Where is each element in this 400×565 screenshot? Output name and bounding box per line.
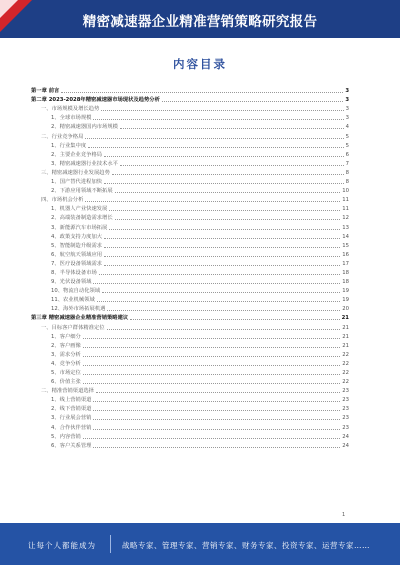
table-of-contents [31,86,349,450]
footer-slogan: 让每个人都能成为 [28,541,96,550]
toc-entry-title: 第三章 精密减速器企业精准营销策略建议 [31,315,129,322]
toc-entry-page: 12 [342,215,349,222]
toc-entry-title: 2、精密减速器国内市场规模 [51,124,118,131]
toc-entry-page: 15 [342,242,349,249]
toc-leader-dots [83,382,340,384]
toc-leader-dots [112,173,344,175]
toc-entry[interactable] [31,404,349,413]
toc-leader-dots [83,337,340,339]
toc-entry-title: 1、行业集中度 [51,142,87,149]
toc-entry[interactable] [31,141,349,150]
toc-entry[interactable] [31,386,349,395]
toc-entry[interactable] [31,432,349,441]
toc-entry-page: 3 [345,88,349,95]
toc-entry[interactable] [31,422,349,431]
toc-entry-page: 21 [341,315,349,322]
toc-entry-page: 20 [342,306,349,313]
toc-entry-page: 22 [342,379,349,386]
toc-leader-dots [85,137,343,139]
toc-entry-title: 6、航空航天领域应用 [51,251,103,258]
toc-leader-dots [104,237,340,239]
toc-entry-title: 4、合作伙伴营销 [51,424,92,431]
toc-leader-dots [109,209,340,211]
toc-leader-dots [83,364,340,366]
toc-entry-title: 5、智能制造升级需求 [51,242,103,249]
toc-entry-page: 4 [345,124,349,131]
toc-entry[interactable] [31,313,349,322]
toc-leader-dots [102,291,340,293]
toc-entry[interactable] [31,277,349,286]
toc-entry-title: 11、农业机械领域 [51,297,95,304]
toc-leader-dots [85,200,340,202]
toc-entry[interactable] [31,186,349,195]
toc-leader-dots [107,328,341,330]
toc-leader-dots [93,418,340,420]
toc-entry[interactable] [31,286,349,295]
toc-leader-dots [93,409,340,411]
toc-entry-page: 13 [342,224,349,231]
toc-entry-title: 6、价值主张 [51,379,81,386]
toc-entry[interactable] [31,304,349,313]
toc-entry[interactable] [31,168,349,177]
toc-entry-title: 4、政策支持力度加大 [51,233,103,240]
toc-entry-title: 二、行业竞争格局 [41,133,84,140]
toc-entry-title: 第二章 2023-2028年精密减速器市场现状及趋势分析 [31,97,160,104]
toc-entry[interactable] [31,113,349,122]
toc-entry-title: 5、市场定位 [51,370,81,376]
toc-entry-title: 4、竞争分析 [51,360,81,367]
toc-entry[interactable] [31,413,349,422]
toc-entry-title: 5、内容营销 [51,433,81,440]
toc-entry[interactable] [31,122,349,131]
toc-entry-title: 1、全球市场规模 [51,115,92,122]
toc-entry-page: 24 [342,433,349,440]
toc-entry-title: 12、海外市场拓展机遇 [51,306,106,313]
toc-entry-page: 3 [345,115,349,122]
toc-entry-page: 8 [345,169,349,176]
toc-entry-page: 3 [345,106,349,113]
footer-tagline: 战略专家、管理专家、营销专家、财务专家、投资专家、运营专家…… [122,541,370,550]
toc-entry[interactable] [31,395,349,404]
toc-entry-title: 三、精密减速器行业发展趋势 [41,169,110,176]
toc-entry-title: 3、行业展会营销 [51,415,92,422]
page-number: 1 [342,512,346,518]
toc-entry[interactable] [31,241,349,250]
toc-entry-title: 一、目标客户群体精准定位 [41,324,105,331]
toc-entry[interactable] [31,86,349,95]
toc-entry-page: 18 [342,279,349,286]
toc-entry[interactable] [31,341,349,350]
toc-entry[interactable] [31,104,349,113]
toc-entry-title: 一、市场规模及增长趋势 [41,106,100,113]
toc-entry-page: 11 [342,197,349,204]
toc-entry-page: 23 [342,415,349,422]
toc-leader-dots [120,127,344,129]
toc-entry-title: 2、高端装备制造需求增长 [51,215,113,222]
toc-leader-dots [115,191,341,193]
toc-leader-dots [96,391,340,393]
toc-entry-page: 14 [342,233,349,240]
footer-divider [110,535,111,553]
toc-entry-title: 10、物流自动化领域 [51,288,101,295]
toc-leader-dots [109,228,340,230]
toc-leader-dots [83,437,340,439]
toc-entry[interactable] [31,222,349,231]
toc-entry-title: 2、客户画像 [51,342,81,349]
toc-entry-page: 11 [342,206,349,213]
toc-leader-dots [83,355,340,357]
toc-leader-dots [104,182,344,184]
toc-entry-page: 23 [342,424,349,431]
toc-leader-dots [104,264,340,266]
toc-leader-dots [83,346,340,348]
toc-leader-dots [61,91,343,93]
toc-leader-dots [104,155,344,157]
toc-entry[interactable] [31,250,349,259]
toc-leader-dots [120,164,344,166]
toc-entry-page: 8 [345,179,349,186]
toc-entry-title: 二、精准营销渠道选择 [41,388,94,395]
toc-entry-title: 1、客户细分 [51,333,81,340]
toc-entry-page: 22 [342,360,349,367]
toc-leader-dots [99,273,341,275]
toc-entry[interactable] [31,259,349,268]
toc-entry-page: 19 [342,288,349,295]
toc-entry-title: 3、新能源汽车市场拓展 [51,224,108,231]
toc-entry-page: 5 [345,133,349,140]
toc-entry-page: 22 [342,370,349,376]
toc-entry-page: 23 [342,397,349,404]
toc-entry-page: 6 [345,151,349,158]
toc-entry[interactable] [31,177,349,186]
toc-entry-page: 17 [342,260,349,267]
toc-entry-title: 2、线下营销渠道 [51,406,92,413]
toc-entry[interactable] [31,368,349,377]
toc-leader-dots [130,318,339,320]
toc-entry-page: 22 [342,351,349,358]
toc-entry-page: 23 [342,406,349,413]
toc-leader-dots [88,146,343,148]
toc-entry[interactable] [31,295,349,304]
toc-entry-title: 3、需求分析 [51,351,81,358]
toc-entry-title: 8、半导体设备市场 [51,269,97,276]
toc-entry[interactable] [31,232,349,241]
toc-entry-page: 19 [342,297,349,304]
toc-leader-dots [93,400,340,402]
toc-entry-page: 10 [342,188,349,195]
toc-entry[interactable] [31,350,349,359]
header-banner [0,0,400,38]
toc-entry-page: 24 [342,442,349,449]
toc-entry-page: 3 [345,97,349,104]
toc-entry-title: 3、精密减速器行业技术水平 [51,160,118,167]
toc-entry-page: 21 [342,342,349,349]
toc-entry-page: 5 [345,142,349,149]
toc-entry[interactable] [31,322,349,331]
toc-entry[interactable] [31,268,349,277]
toc-entry[interactable] [31,204,349,213]
toc-entry-title: 1、国产替代进程加快 [51,179,103,186]
toc-entry[interactable] [31,377,349,386]
toc-leader-dots [104,246,340,248]
toc-entry[interactable] [31,131,349,140]
toc-entry[interactable] [31,95,349,104]
toc-entry-page: 21 [342,324,349,331]
toc-entry-title: 2、下游应用领域不断拓展 [51,188,113,195]
toc-entry[interactable] [31,359,349,368]
toc-entry[interactable] [31,150,349,159]
toc-leader-dots [97,300,340,302]
toc-entry-page: 16 [342,251,349,258]
toc-leader-dots [93,446,340,448]
toc-entry-title: 1、线上营销渠道 [51,397,92,404]
toc-entry-title: 6、客户关系管理 [51,442,92,449]
toc-entry-title: 7、医疗设备领域需求 [51,260,103,267]
toc-leader-dots [93,118,343,120]
footer-banner [0,523,400,565]
toc-entry-title: 9、光伏设备领域 [51,279,92,286]
toc-entry[interactable] [31,213,349,222]
toc-entry-title: 2、主要企业竞争格局 [51,151,103,158]
toc-entry-page: 21 [342,333,349,340]
toc-entry-page: 23 [342,388,349,395]
toc-leader-dots [115,218,341,220]
toc-entry[interactable] [31,441,349,450]
toc-entry[interactable] [31,332,349,341]
toc-entry[interactable] [31,195,349,204]
toc-entry-title: 第一章 前言 [31,88,60,95]
toc-leader-dots [83,373,340,375]
toc-leader-dots [162,100,343,102]
report-title: 精密减速器企业精准营销策略研究报告 [82,14,318,30]
toc-heading: 内容目录 [173,57,227,71]
toc-entry-page: 7 [345,160,349,167]
toc-leader-dots [107,309,340,311]
toc-leader-dots [93,428,340,430]
toc-entry-title: 四、市场机会分析 [41,197,84,204]
toc-leader-dots [104,255,340,257]
toc-leader-dots [101,109,343,111]
toc-entry[interactable] [31,159,349,168]
toc-entry-title: 1、机器人产业快速发展 [51,206,108,213]
toc-leader-dots [93,282,340,284]
toc-entry-page: 18 [342,269,349,276]
